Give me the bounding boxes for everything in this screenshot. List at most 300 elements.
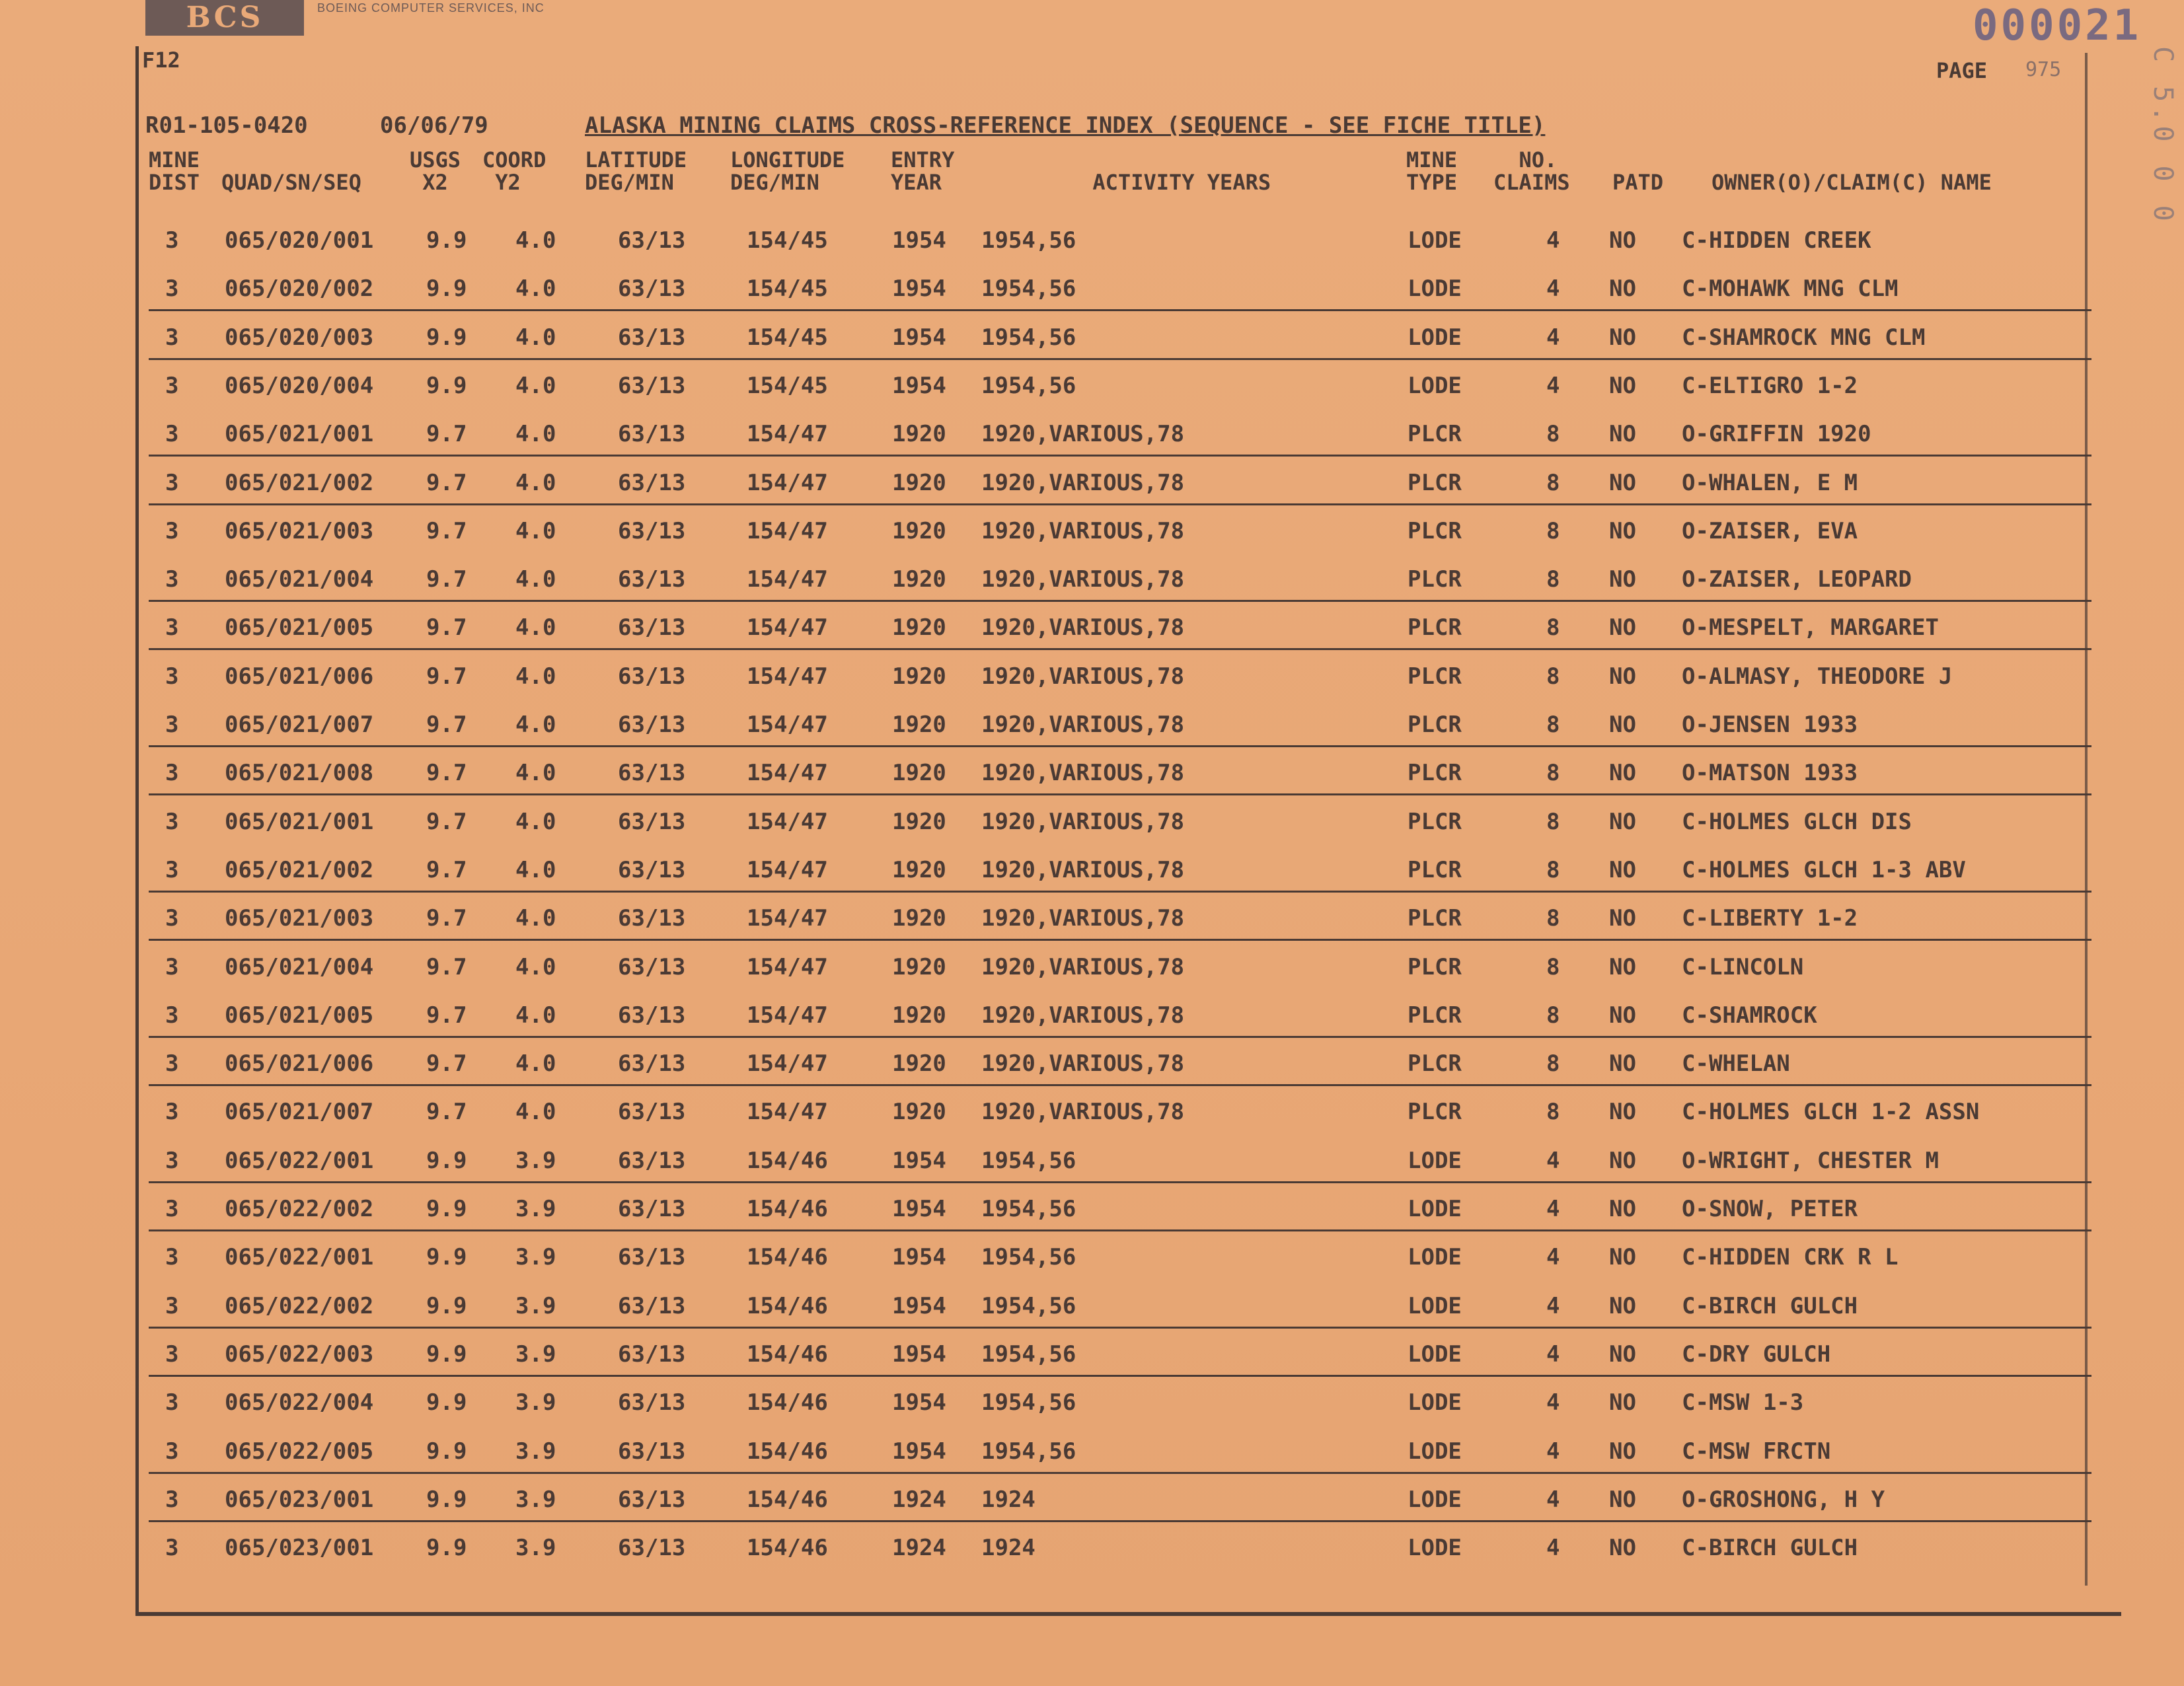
cell-entry: 1954 — [892, 1438, 946, 1465]
cell-claims: 8 — [1546, 517, 1560, 544]
cell-lon: 154/47 — [747, 566, 828, 593]
cell-quad: 065/020/002 — [225, 275, 374, 303]
cell-lon: 154/45 — [747, 324, 828, 351]
cell-entry: 1954 — [892, 1340, 946, 1368]
cell-dist: 3 — [165, 227, 179, 254]
cell-pat: NO — [1609, 324, 1636, 351]
cell-entry: 1920 — [892, 953, 946, 980]
cell-x: 9.7 — [426, 663, 467, 690]
cell-lat: 63/13 — [618, 1389, 686, 1416]
cell-dist: 3 — [165, 469, 179, 496]
cell-y: 4.0 — [515, 517, 556, 544]
cell-x: 9.9 — [426, 1486, 467, 1513]
cell-act: 1920,VARIOUS,78 — [981, 905, 1185, 932]
cell-pat: NO — [1609, 1002, 1636, 1029]
cell-pat: NO — [1609, 469, 1636, 496]
cell-dist: 3 — [165, 1147, 179, 1174]
cell-quad: 065/022/002 — [225, 1292, 374, 1319]
cell-quad: 065/020/004 — [225, 372, 374, 399]
cell-y: 4.0 — [515, 1099, 556, 1126]
cell-dist: 3 — [165, 1340, 179, 1368]
cell-pat: NO — [1609, 808, 1636, 835]
column-header-lon: LONGITUDE DEG/MIN — [730, 147, 845, 195]
cell-claims: 4 — [1546, 1389, 1560, 1416]
table-row — [149, 1229, 2091, 1278]
cell-dist: 3 — [165, 1486, 179, 1513]
cell-entry: 1920 — [892, 712, 946, 738]
cell-quad: 065/020/001 — [225, 227, 374, 254]
cell-lat: 63/13 — [618, 712, 686, 738]
cell-act: 1920,VARIOUS,78 — [981, 469, 1185, 496]
cell-owner: C-MSW FRCTN — [1682, 1438, 1831, 1465]
cell-lon: 154/47 — [747, 469, 828, 496]
column-header-entry: ENTRY YEAR — [891, 147, 955, 195]
cell-type: PLCR — [1408, 905, 1462, 932]
cell-quad: 065/021/006 — [225, 663, 374, 690]
table-row — [149, 1327, 2091, 1377]
cell-lon: 154/46 — [747, 1438, 828, 1465]
cell-entry: 1954 — [892, 1389, 946, 1416]
cell-lon: 154/46 — [747, 1535, 828, 1562]
cell-x: 9.9 — [426, 1389, 467, 1416]
cell-owner: C-LIBERTY 1-2 — [1682, 905, 1858, 932]
cell-dist: 3 — [165, 953, 179, 980]
cell-x: 9.9 — [426, 324, 467, 351]
column-header-act: ACTIVITY YEARS — [1092, 170, 1271, 195]
cell-pat: NO — [1609, 275, 1636, 303]
cell-entry: 1920 — [892, 517, 946, 544]
cell-y: 4.0 — [515, 469, 556, 496]
cell-lon: 154/46 — [747, 1340, 828, 1368]
cell-y: 4.0 — [515, 324, 556, 351]
column-header-pat: PATD — [1612, 170, 1664, 195]
cell-lat: 63/13 — [618, 808, 686, 835]
cell-entry: 1920 — [892, 1050, 946, 1078]
table-row — [149, 1278, 2091, 1329]
cell-owner: O-ZAISER, LEOPARD — [1682, 566, 1912, 593]
cell-dist: 3 — [165, 1292, 179, 1319]
cell-y: 4.0 — [515, 856, 556, 883]
cell-pat: NO — [1609, 1050, 1636, 1078]
cell-owner: O-JENSEN 1933 — [1682, 712, 1858, 738]
table-row — [149, 358, 2091, 406]
cell-y: 3.9 — [515, 1244, 556, 1271]
cell-dist: 3 — [165, 517, 179, 544]
cell-lon: 154/47 — [747, 421, 828, 448]
cell-lat: 63/13 — [618, 760, 686, 787]
cell-pat: NO — [1609, 953, 1636, 980]
cell-claims: 8 — [1546, 953, 1560, 980]
cell-type: PLCR — [1408, 1002, 1462, 1029]
cell-x: 9.7 — [426, 469, 467, 496]
cell-lat: 63/13 — [618, 421, 686, 448]
table-row — [149, 406, 2091, 457]
table-row — [149, 600, 2091, 650]
cell-entry: 1920 — [892, 566, 946, 593]
cell-entry: 1954 — [892, 1292, 946, 1319]
cell-lat: 63/13 — [618, 227, 686, 254]
cell-entry: 1920 — [892, 760, 946, 787]
cell-lon: 154/45 — [747, 372, 828, 399]
cell-owner: C-MOHAWK MNG CLM — [1682, 275, 1899, 303]
side-code: C 5.0 0 0 — [2148, 46, 2178, 225]
cell-y: 4.0 — [515, 905, 556, 932]
cell-claims: 4 — [1546, 1535, 1560, 1562]
cell-y: 4.0 — [515, 663, 556, 690]
cell-act: 1954,56 — [981, 1292, 1076, 1319]
table-row — [149, 455, 2091, 505]
cell-x: 9.9 — [426, 372, 467, 399]
cell-lat: 63/13 — [618, 663, 686, 690]
cell-type: LODE — [1408, 1535, 1462, 1562]
cell-quad: 065/023/001 — [225, 1486, 374, 1513]
cell-x: 9.7 — [426, 856, 467, 883]
cell-owner: C-HIDDEN CRK R L — [1682, 1244, 1899, 1271]
cell-lon: 154/46 — [747, 1292, 828, 1319]
cell-lat: 63/13 — [618, 1196, 686, 1222]
cell-act: 1920,VARIOUS,78 — [981, 953, 1185, 980]
cell-owner: C-MSW 1-3 — [1682, 1389, 1804, 1416]
report-id: R01-105-0420 — [145, 112, 308, 139]
cell-x: 9.9 — [426, 275, 467, 303]
cell-quad: 065/021/004 — [225, 953, 374, 980]
cell-x: 9.9 — [426, 227, 467, 254]
cell-x: 9.9 — [426, 1340, 467, 1368]
cell-pat: NO — [1609, 372, 1636, 399]
cell-claims: 8 — [1546, 856, 1560, 883]
cell-x: 9.7 — [426, 1002, 467, 1029]
cell-type: PLCR — [1408, 808, 1462, 835]
cell-claims: 8 — [1546, 1002, 1560, 1029]
cell-entry: 1920 — [892, 421, 946, 448]
cell-claims: 8 — [1546, 712, 1560, 738]
table-row — [149, 745, 2091, 795]
cell-entry: 1920 — [892, 905, 946, 932]
cell-lon: 154/47 — [747, 1050, 828, 1078]
cell-claims: 4 — [1546, 1340, 1560, 1368]
cell-pat: NO — [1609, 712, 1636, 738]
cell-type: LODE — [1408, 1389, 1462, 1416]
column-header-lat: LATITUDE DEG/MIN — [585, 147, 687, 195]
cell-pat: NO — [1609, 760, 1636, 787]
cell-entry: 1954 — [892, 1244, 946, 1271]
cell-quad: 065/021/005 — [225, 1002, 374, 1029]
cell-lon: 154/46 — [747, 1196, 828, 1222]
cell-act: 1954,56 — [981, 1147, 1076, 1174]
cell-owner: O-WHALEN, E M — [1682, 469, 1858, 496]
cell-type: PLCR — [1408, 760, 1462, 787]
table-row — [149, 213, 2091, 261]
cell-claims: 8 — [1546, 614, 1560, 641]
cell-pat: NO — [1609, 1099, 1636, 1126]
cell-claims: 4 — [1546, 1147, 1560, 1174]
cell-act: 1954,56 — [981, 372, 1076, 399]
column-header-quad: QUAD/SN/SEQ — [221, 170, 361, 195]
table-row — [149, 552, 2091, 602]
cell-act: 1920,VARIOUS,78 — [981, 1002, 1185, 1029]
cell-claims: 8 — [1546, 663, 1560, 690]
cell-act: 1924 — [981, 1535, 1036, 1562]
cell-lat: 63/13 — [618, 1535, 686, 1562]
cell-x: 9.9 — [426, 1147, 467, 1174]
cell-type: PLCR — [1408, 517, 1462, 544]
cell-type: LODE — [1408, 1438, 1462, 1465]
cell-owner: C-SHAMROCK MNG CLM — [1682, 324, 1926, 351]
cell-act: 1920,VARIOUS,78 — [981, 517, 1185, 544]
cell-act: 1920,VARIOUS,78 — [981, 712, 1185, 738]
cell-x: 9.9 — [426, 1438, 467, 1465]
cell-dist: 3 — [165, 1389, 179, 1416]
cell-y: 3.9 — [515, 1389, 556, 1416]
cell-type: PLCR — [1408, 712, 1462, 738]
cell-type: PLCR — [1408, 1099, 1462, 1126]
cell-lon: 154/47 — [747, 953, 828, 980]
cell-type: LODE — [1408, 275, 1462, 303]
cell-x: 9.9 — [426, 1244, 467, 1271]
cell-entry: 1924 — [892, 1535, 946, 1562]
cell-lat: 63/13 — [618, 1002, 686, 1029]
cell-entry: 1920 — [892, 808, 946, 835]
cell-x: 9.9 — [426, 1292, 467, 1319]
cell-x: 9.7 — [426, 808, 467, 835]
cell-owner: O-GROSHONG, H Y — [1682, 1486, 1885, 1513]
cell-owner: C-BIRCH GULCH — [1682, 1292, 1858, 1319]
cell-type: PLCR — [1408, 856, 1462, 883]
table-row — [149, 1036, 2091, 1086]
cell-type: PLCR — [1408, 953, 1462, 980]
cell-pat: NO — [1609, 1389, 1636, 1416]
cell-dist: 3 — [165, 324, 179, 351]
cell-lat: 63/13 — [618, 614, 686, 641]
cell-dist: 3 — [165, 1244, 179, 1271]
table-row — [149, 649, 2091, 697]
cell-pat: NO — [1609, 227, 1636, 254]
cell-lat: 63/13 — [618, 1438, 686, 1465]
cell-lat: 63/13 — [618, 905, 686, 932]
cell-lon: 154/47 — [747, 856, 828, 883]
table-row — [149, 1424, 2091, 1474]
cell-act: 1954,56 — [981, 1196, 1076, 1222]
cell-quad: 065/021/006 — [225, 1050, 374, 1078]
cell-pat: NO — [1609, 1244, 1636, 1271]
cell-claims: 4 — [1546, 1244, 1560, 1271]
cell-dist: 3 — [165, 1099, 179, 1126]
cell-act: 1920,VARIOUS,78 — [981, 663, 1185, 690]
cell-pat: NO — [1609, 1196, 1636, 1222]
cell-claims: 4 — [1546, 227, 1560, 254]
cell-claims: 8 — [1546, 566, 1560, 593]
cell-owner: O-ZAISER, EVA — [1682, 517, 1858, 544]
cell-quad: 065/022/003 — [225, 1340, 374, 1368]
cell-act: 1954,56 — [981, 1244, 1076, 1271]
cell-lon: 154/47 — [747, 1002, 828, 1029]
cell-entry: 1954 — [892, 275, 946, 303]
cell-x: 9.7 — [426, 614, 467, 641]
cell-owner: O-SNOW, PETER — [1682, 1196, 1858, 1222]
cell-x: 9.7 — [426, 760, 467, 787]
cell-type: LODE — [1408, 324, 1462, 351]
cell-x: 9.7 — [426, 712, 467, 738]
cell-lon: 154/46 — [747, 1486, 828, 1513]
cell-y: 4.0 — [515, 275, 556, 303]
cell-type: LODE — [1408, 1292, 1462, 1319]
cell-claims: 8 — [1546, 808, 1560, 835]
cell-entry: 1920 — [892, 469, 946, 496]
cell-dist: 3 — [165, 1050, 179, 1078]
column-header-x: USGS X2 — [410, 147, 461, 195]
column-header-owner: OWNER(O)/CLAIM(C) NAME — [1712, 170, 1992, 195]
cell-y: 4.0 — [515, 953, 556, 980]
cell-quad: 065/021/002 — [225, 856, 374, 883]
cell-quad: 065/022/002 — [225, 1196, 374, 1222]
cell-owner: C-WHELAN — [1682, 1050, 1790, 1078]
cell-y: 3.9 — [515, 1486, 556, 1513]
cell-dist: 3 — [165, 614, 179, 641]
cell-claims: 4 — [1546, 1486, 1560, 1513]
cell-claims: 8 — [1546, 1050, 1560, 1078]
cell-act: 1920,VARIOUS,78 — [981, 566, 1185, 593]
cell-owner: C-DRY GULCH — [1682, 1340, 1831, 1368]
table-row — [149, 1133, 2091, 1183]
cell-lat: 63/13 — [618, 372, 686, 399]
cell-lon: 154/47 — [747, 808, 828, 835]
cell-entry: 1954 — [892, 1196, 946, 1222]
cell-owner: C-ELTIGRO 1-2 — [1682, 372, 1858, 399]
fiche-id: F12 — [142, 48, 180, 73]
cell-quad: 065/022/001 — [225, 1244, 374, 1271]
cell-quad: 065/021/007 — [225, 1099, 374, 1126]
cell-quad: 065/021/002 — [225, 469, 374, 496]
cell-lon: 154/47 — [747, 614, 828, 641]
cell-entry: 1920 — [892, 663, 946, 690]
cell-x: 9.7 — [426, 517, 467, 544]
cell-pat: NO — [1609, 614, 1636, 641]
cell-type: PLCR — [1408, 663, 1462, 690]
cell-y: 4.0 — [515, 227, 556, 254]
cell-owner: C-HOLMES GLCH 1-3 ABV — [1682, 856, 1966, 883]
cell-lon: 154/47 — [747, 712, 828, 738]
cell-owner: C-HOLMES GLCH DIS — [1682, 808, 1912, 835]
cell-owner: C-LINCOLN — [1682, 953, 1804, 980]
cell-quad: 065/023/001 — [225, 1535, 374, 1562]
cell-type: PLCR — [1408, 566, 1462, 593]
cell-entry: 1954 — [892, 324, 946, 351]
cell-pat: NO — [1609, 856, 1636, 883]
cell-dist: 3 — [165, 760, 179, 787]
cell-dist: 3 — [165, 712, 179, 738]
cell-quad: 065/021/003 — [225, 905, 374, 932]
cell-quad: 065/021/003 — [225, 517, 374, 544]
cell-lat: 63/13 — [618, 1292, 686, 1319]
cell-entry: 1954 — [892, 372, 946, 399]
cell-y: 4.0 — [515, 614, 556, 641]
cell-y: 4.0 — [515, 1002, 556, 1029]
cell-type: LODE — [1408, 372, 1462, 399]
cell-act: 1920,VARIOUS,78 — [981, 856, 1185, 883]
cell-lon: 154/45 — [747, 227, 828, 254]
cell-y: 4.0 — [515, 421, 556, 448]
cell-quad: 065/022/001 — [225, 1147, 374, 1174]
cell-act: 1954,56 — [981, 1438, 1076, 1465]
cell-y: 4.0 — [515, 760, 556, 787]
cell-lon: 154/47 — [747, 1099, 828, 1126]
cell-lon: 154/46 — [747, 1147, 828, 1174]
cell-y: 4.0 — [515, 566, 556, 593]
cell-x: 9.9 — [426, 1535, 467, 1562]
cell-act: 1954,56 — [981, 1389, 1076, 1416]
cell-dist: 3 — [165, 1002, 179, 1029]
cell-lat: 63/13 — [618, 1244, 686, 1271]
cell-lat: 63/13 — [618, 1486, 686, 1513]
serial-stamp: 000021 — [1973, 1, 2142, 50]
cell-act: 1920,VARIOUS,78 — [981, 1099, 1185, 1126]
cell-lon: 154/45 — [747, 275, 828, 303]
cell-lon: 154/47 — [747, 663, 828, 690]
cell-owner: C-SHAMROCK — [1682, 1002, 1817, 1029]
cell-pat: NO — [1609, 517, 1636, 544]
cell-y: 4.0 — [515, 808, 556, 835]
cell-act: 1954,56 — [981, 275, 1076, 303]
cell-dist: 3 — [165, 1196, 179, 1222]
cell-owner: C-HOLMES GLCH 1-2 ASSN — [1682, 1099, 1980, 1126]
cell-owner: O-WRIGHT, CHESTER M — [1682, 1147, 1939, 1174]
cell-entry: 1920 — [892, 614, 946, 641]
report-title: ALASKA MINING CLAIMS CROSS-REFERENCE INDEX (SEQUENCE - SEE FICHE TITLE) — [585, 112, 1546, 139]
cell-lat: 63/13 — [618, 566, 686, 593]
cell-x: 9.7 — [426, 1050, 467, 1078]
cell-lat: 63/13 — [618, 517, 686, 544]
cell-x: 9.7 — [426, 566, 467, 593]
cell-lon: 154/46 — [747, 1389, 828, 1416]
cell-act: 1920,VARIOUS,78 — [981, 808, 1185, 835]
cell-pat: NO — [1609, 663, 1636, 690]
cell-dist: 3 — [165, 905, 179, 932]
cell-quad: 065/021/004 — [225, 566, 374, 593]
table-row — [149, 1181, 2091, 1231]
report-date: 06/06/79 — [380, 112, 488, 139]
cell-y: 3.9 — [515, 1438, 556, 1465]
cell-lat: 63/13 — [618, 1147, 686, 1174]
cell-entry: 1920 — [892, 856, 946, 883]
cell-claims: 4 — [1546, 275, 1560, 303]
company-name: BOEING COMPUTER SERVICES, INC — [317, 1, 545, 15]
cell-lat: 63/13 — [618, 275, 686, 303]
cell-quad: 065/021/001 — [225, 808, 374, 835]
cell-lat: 63/13 — [618, 469, 686, 496]
cell-y: 4.0 — [515, 1050, 556, 1078]
cell-owner: O-MESPELT, MARGARET — [1682, 614, 1939, 641]
cell-dist: 3 — [165, 372, 179, 399]
cell-y: 3.9 — [515, 1340, 556, 1368]
cell-pat: NO — [1609, 1147, 1636, 1174]
cell-dist: 3 — [165, 421, 179, 448]
table-row — [149, 988, 2091, 1038]
cell-entry: 1954 — [892, 1147, 946, 1174]
cell-claims: 8 — [1546, 469, 1560, 496]
table-row — [149, 794, 2091, 842]
page-number: 975 — [2025, 58, 2062, 81]
cell-type: LODE — [1408, 1196, 1462, 1222]
cell-act: 1924 — [981, 1486, 1036, 1513]
table-row — [149, 310, 2091, 360]
cell-lon: 154/46 — [747, 1244, 828, 1271]
cell-dist: 3 — [165, 856, 179, 883]
cell-x: 9.7 — [426, 421, 467, 448]
cell-quad: 065/022/005 — [225, 1438, 374, 1465]
cell-dist: 3 — [165, 808, 179, 835]
cell-quad: 065/020/003 — [225, 324, 374, 351]
cell-lat: 63/13 — [618, 953, 686, 980]
